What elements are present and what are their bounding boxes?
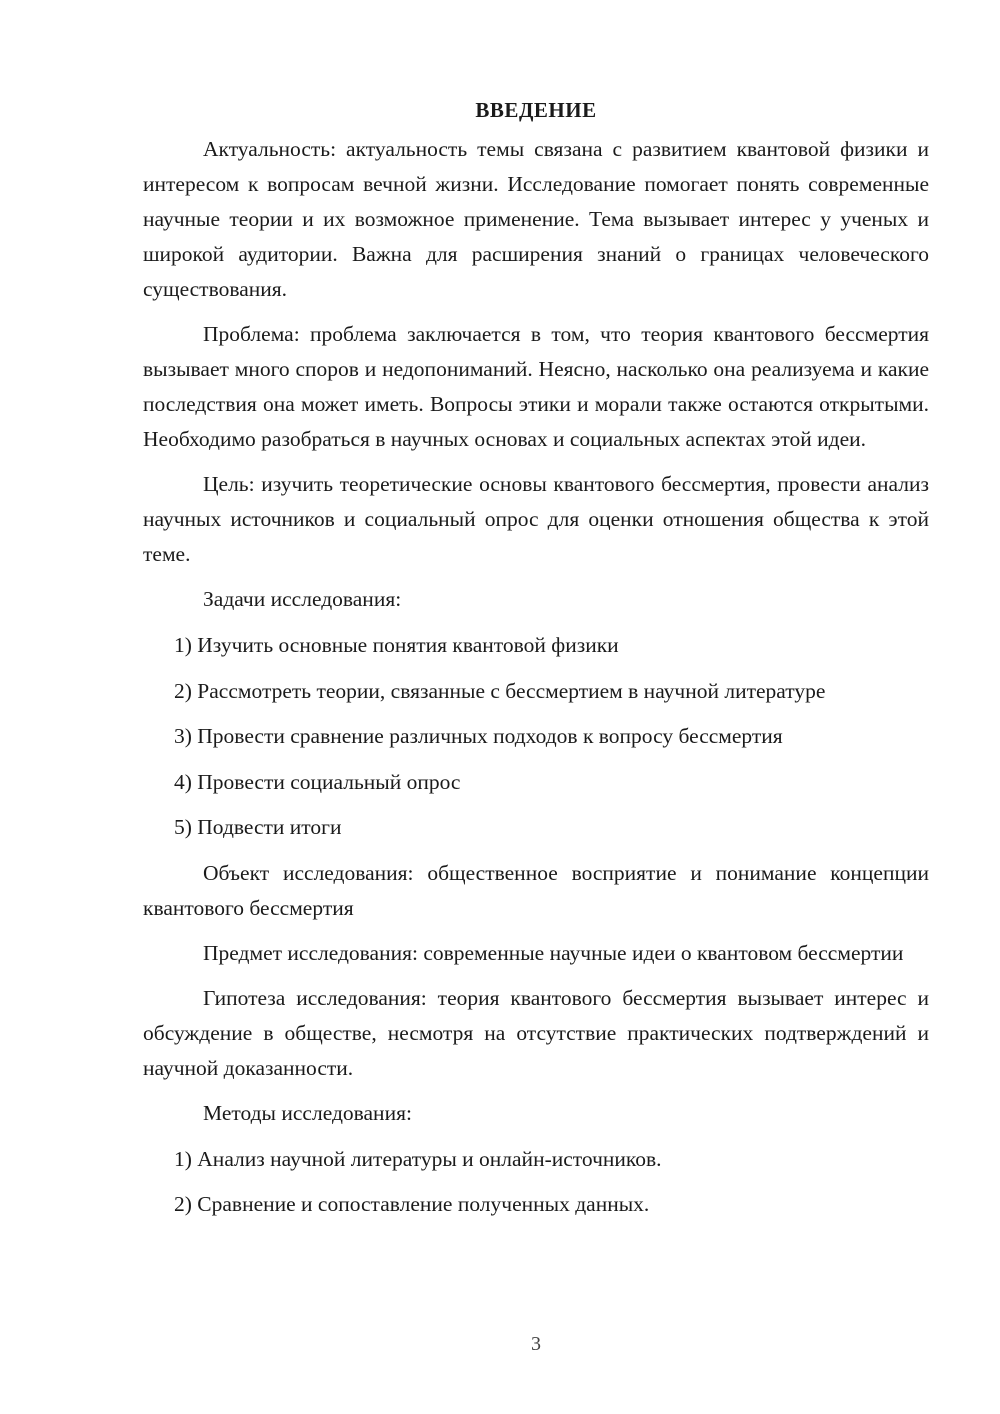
- paragraph-relevance: Актуальность: актуальность темы связана с развитием квантовой физики и интересом к вопросам вечной жизни. Исследование помогает понять современные научные теории и их возможное применение. Тема вызывает интерес у ученых и широкой аудитории. Важна для расширения знаний о границах человеческого существования.: [143, 137, 929, 301]
- paragraph-hypothesis: Гипотеза исследования: теория квантового бессмертия вызывает интерес и обсуждение в обществе, несмотря на отсутствие практических подтверждений и научной доказанности.: [143, 985, 929, 1080]
- tasks-heading: Задачи исследования:: [203, 587, 402, 611]
- list-item: 1) Анализ научной литературы и онлайн-источников.: [174, 1146, 662, 1171]
- list-item: 4) Провести социальный опрос: [174, 769, 461, 794]
- methods-list: [143, 1142, 929, 1223]
- methods-heading: Методы исследования:: [203, 1100, 412, 1125]
- list-item: 5) Подвести итоги: [174, 815, 342, 839]
- paragraph-object: Объект исследования: общественное восприятие и понимание концепции квантового бессмертия: [143, 860, 929, 920]
- paragraph-problem: Проблема: проблема заключается в том, что теория квантового бессмертия вызывает много споров и недопониманий. Неясно, насколько она реализуема и какие последствия она может иметь. Вопросы этики и морали также остаются открытыми. Необходимо разобраться в научных основах и социальных аспектах этой идеи.: [143, 322, 929, 451]
- section-title: ВВЕДЕНИЕ: [475, 98, 597, 122]
- document-page: [143, 96, 929, 1233]
- tasks-list: [143, 628, 929, 845]
- paragraph-goal: Цель: изучить теоретические основы квантового бессмертия, провести анализ научных источников и социальный опрос для оценки отношения общества к этой теме.: [143, 472, 929, 566]
- list-item: 3) Провести сравнение различных подходов к вопросу бессмертия: [174, 724, 783, 748]
- page-number: 3: [531, 1333, 541, 1355]
- paragraph-subject: Предмет исследования: современные научные идеи о квантовом бессмертии: [203, 940, 904, 965]
- list-item: 2) Сравнение и сопоставление полученных данных.: [174, 1192, 650, 1216]
- list-item: 2) Рассмотреть теории, связанные с бессмертием в научной литературе: [174, 678, 826, 703]
- list-item: 1) Изучить основные понятия квантовой физики: [174, 633, 619, 657]
